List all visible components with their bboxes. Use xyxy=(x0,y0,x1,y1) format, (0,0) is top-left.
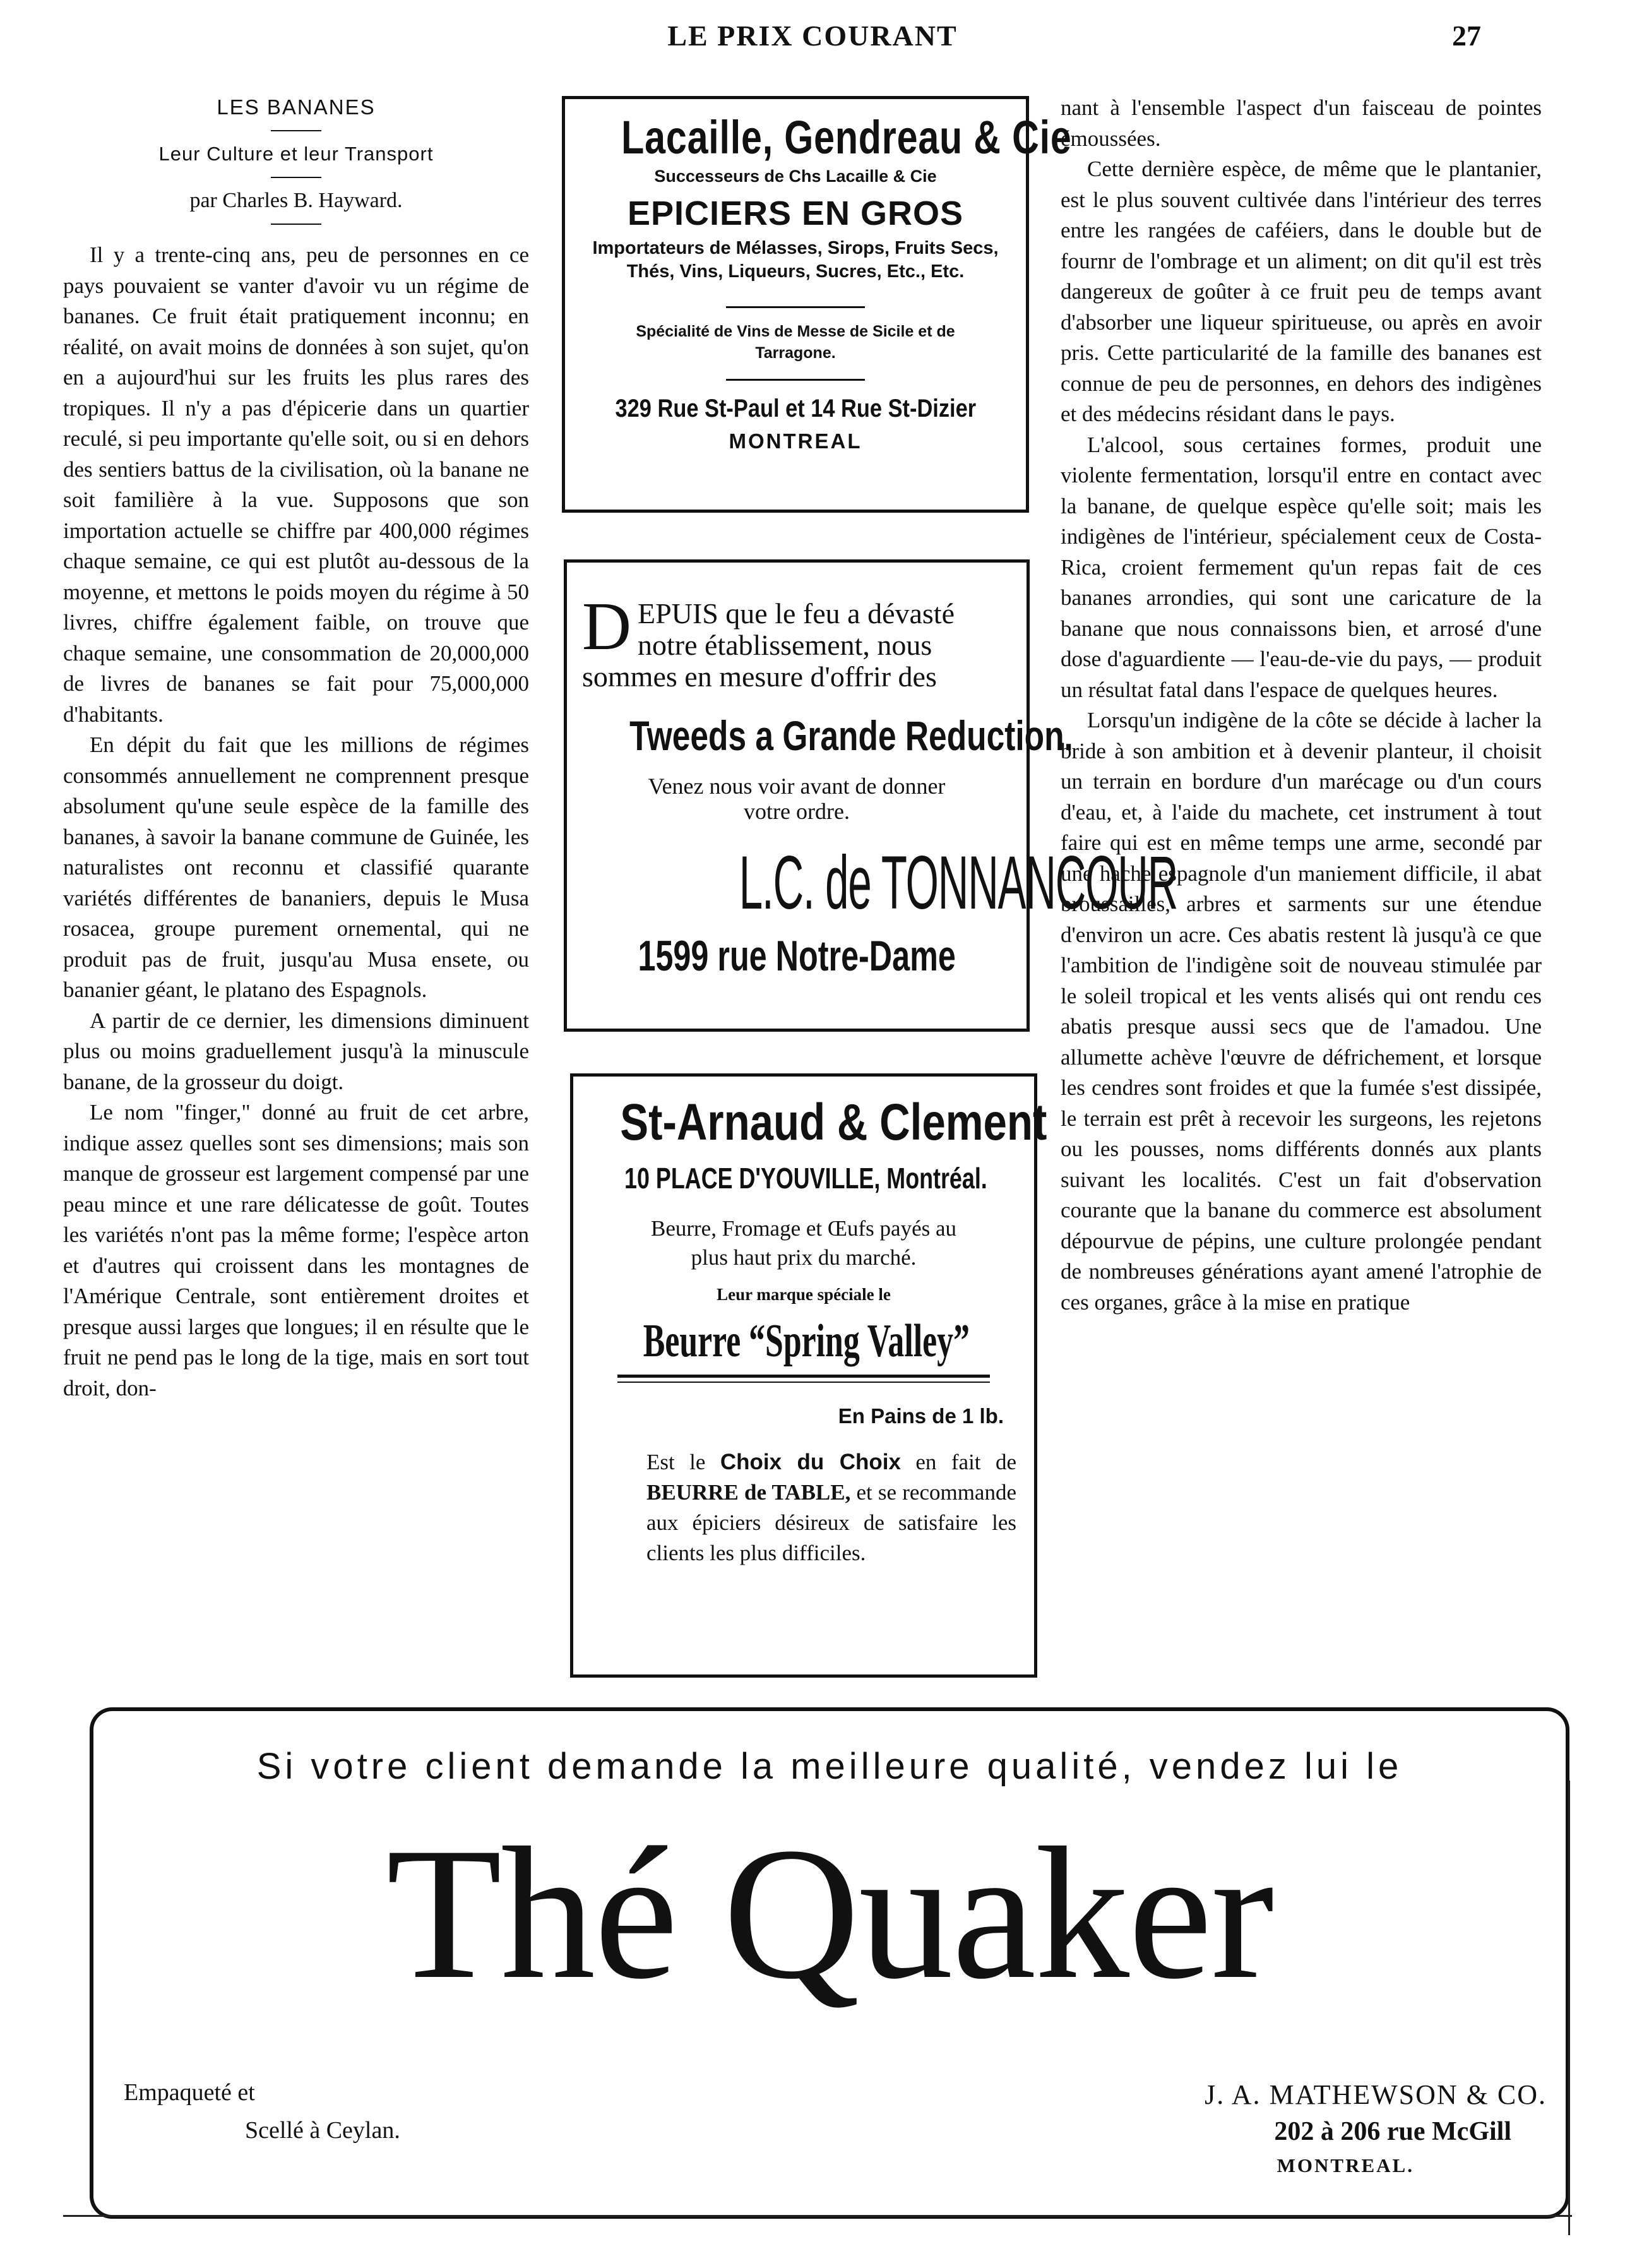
ad-starnaud-brand: Beurre “Spring Valley” xyxy=(643,1315,970,1367)
ad-tonnancour-invite: Venez nous voir avant de donner votre ordre. xyxy=(648,773,946,824)
ad-tonnancour xyxy=(564,559,1178,1032)
ad-tonnancour-intro-text: EPUIS que le feu a dévasté notre établissement, nous sommes en mesure d'offrir des xyxy=(582,597,955,693)
article-paragraph: L'alcool, sous certaines formes, produit une violente fermentation, lorsqu'il entre en contact avec la banane, de quelque espèce qu'elle soit; mais les indigènes de l'intérieur, spécialement ceux de Costa-Rica, croient fermement qu'un repas fait de ces bananes arrondies, qui sont une caricature de la banane que nous connaissons bien, et arrosé d'une dose d'aguardiente — l'eau-de-vie du pays, — produit un résultat fatal dans l'espace de quelques heures. xyxy=(1061,432,1542,702)
ad-starnaud-body-b: Choix du Choix xyxy=(720,1450,901,1474)
page-number: 27 xyxy=(1452,20,1481,52)
ad-lacaille-address: 329 Rue St-Paul et 14 Rue St-Dizier xyxy=(615,395,976,422)
article-title: LES BANANES xyxy=(217,95,376,119)
ad-lacaille-city: MONTREAL xyxy=(729,429,862,453)
ad-starnaud-body-e: et se recommande aux épiciers désireux de satisfaire les clients les plus difficiles. xyxy=(646,1480,1016,1565)
ad-starnaud-brand-intro: Leur marque spéciale le xyxy=(717,1285,891,1304)
ad-starnaud-body xyxy=(646,1447,1016,1568)
ad-tonnancour-headline: Tweeds a Grande Reduction. xyxy=(629,712,1073,759)
ad-lacaille-specialty: Spécialité de Vins de Messe de Sicile et de Tarragone. xyxy=(636,323,955,362)
article-paragraph: nant à l'ensemble l'aspect d'un faisceau de pointes émoussées. xyxy=(1061,95,1542,151)
article-paragraph: Il y a trente-cinq ans, peu de personnes en ce pays pouvaient se vanter d'avoir vu un régime de bananes. Ce fruit était pratiquement inconnu; en réalité, on avait moins de données à son sujet, qu'on en a aujourd'hui sur les fruits les plus rares des tropiques. Il n'y a pas d'épicerie dans un quartier reculé, si peu importante qu'elle soit, ou si en dehors des sentiers battus de la civilisation, où la banane ne soit familière à la vue. Supposons que son importation actuelle se chiffre par 400,000 régimes chaque semaine, ce qui est plutôt au-dessous de la moyenne, et mettons le poids moyen du régime à 50 livres, chiffre également faible, on trouve que chaque semaine, une consommation de 20,000,000 de livres de bananes se fait pour 75,000,000 d'habitants. xyxy=(63,242,529,727)
ad-lacaille-gendreau xyxy=(562,96,1072,513)
ad-starnaud-body-a: Est le xyxy=(646,1450,720,1474)
ad-quaker-tagline: Si votre client demande la meilleure qualité, vendez lui le xyxy=(256,1746,1403,1787)
title-rule xyxy=(271,130,321,131)
article-paragraph: Lorsqu'un indigène de la côte se décide à lacher la bride à son ambition et à devenir planteur, il choisit un terrain en bordure d'un marécage ou d'un cours d'eau, et, à l'aide du machete, cet instrument à tout faire qui est en même temps une arme, secondé par une hache espagnole d'un maniement difficile, il abat broussailles, arbres et sarments sur une étendue d'environ un acre. Ces abatis restent là jusqu'à ce que l'ambition de l'indigène soit de nouveau stimulée par le soleil tropical et les vents alisés qui ont rendu ces abatis presque aussi secs que de l'amadou. Une allumette achève l'œuvre de défrichement, et lorsque les cendres sont froides et que la fumée s'est dissipée, le terrain est prêt à recevoir les surgeons, les rejetons ou les pousses, noms différents donnés aux plants suivant les localités. C'est un fait d'observation courante que la banane du commerce est absolument dépourvue de pépins, une culture prolongée pendant de nombreuses générations ayant amené l'atrophie de ces organes, grâce à la mise en pratique xyxy=(1061,708,1542,1315)
running-title: LE PRIX COURANT xyxy=(667,20,958,52)
ad-starnaud-body-c: en fait de xyxy=(900,1450,1017,1474)
article-paragraph: Cette dernière espèce, de même que le plantanier, est le plus souvent cultivée dans l'intérieur des terres entre les rangées de caféiers, dans le double but de fournr de l'ombrage et un aliment; on dit qu'il est très dangereux de goûter à ce fruit peu de temps avant d'absorber une liqueur spiritueuse, ou après en avoir pris. Cette particularité de la famille des bananes est connue de peu de personnes, en dehors des indigènes et des médecins résidant dans le pays. xyxy=(1061,157,1542,426)
ad-starnaud-products: Beurre, Fromage et Œufs payés au plus haut prix du marché. xyxy=(650,1216,957,1270)
ad-lacaille-headline: EPICIERS EN GROS xyxy=(627,194,964,232)
ad-quaker-note-1: Empaqueté et xyxy=(124,2079,255,2106)
article-paragraph: En dépit du fait que les millions de régimes consommés annuellement ne comprennent presque absolument qu'une seule espèce de la famille des bananes, à savoir la banane commune de Guinée, les naturalistes ont reconnu et classifié quarante variétés différentes de bananiers, depuis le Musa rosacea, groupe purement ornemental, qui ne produit pas de fruit, jusqu'au Musa ensete, ou bananier géant, le platano des Espagnols. xyxy=(63,732,529,1002)
ad-quaker-company: J. A. MATHEWSON & CO. xyxy=(1205,2079,1547,2110)
article-paragraph: Le nom "finger," donné au fruit de cet arbre, indique assez quelles sont ses dimensions; mais son manque de grosseur est largement compensé par une peau mince et une rare délicatesse de goût. Toutes les variétés n'ont pas la même forme; l'espèce arton et d'autres qui croissent dans les montagnes de l'Amérique Centrale, sont entièrement droites et presque aussi larges que longues; il en résulte que le fruit ne pend pas le long de la tige, mais en sort tout droit, don- xyxy=(63,1100,529,1400)
subtitle-rule xyxy=(271,177,321,178)
ad-starnaud-brand-rule-2 xyxy=(617,1382,990,1383)
ad-starnaud-pack: En Pains de 1 lb. xyxy=(838,1404,1004,1428)
ad-lacaille-name: Lacaille, Gendreau & Cie xyxy=(621,111,1072,164)
ad-lacaille-successors: Successeurs de Chs Lacaille & Cie xyxy=(654,167,937,186)
ad-lacaille-rule-2 xyxy=(726,379,865,381)
ad-starnaud-brand-rule xyxy=(617,1375,990,1378)
ad-quaker-product: Thé Quaker xyxy=(386,1808,1273,2018)
article-paragraph: A partir de ce dernier, les dimensions diminuent plus ou moins graduellement jusqu'à la minuscule banane, de la grosseur du doigt. xyxy=(63,1008,529,1094)
ad-lacaille-importers: Importateurs de Mélasses, Sirops, Fruits Secs, Thés, Vins, Liqueurs, Sucres, Etc., Etc. xyxy=(592,238,999,282)
ad-starnaud-body-d: BEURRE de TABLE, xyxy=(646,1480,851,1505)
ad-quaker-address: 202 à 206 rue McGill xyxy=(1274,2117,1511,2146)
ad-quaker-note-2: Scellé à Ceylan. xyxy=(245,2117,400,2144)
ad-tonnancour-dropcap: D xyxy=(582,589,631,664)
ad-tonnancour-address: 1599 rue Notre-Dame xyxy=(638,932,956,980)
ad-tonnancour-intro xyxy=(582,589,1011,693)
ad-tonnancour-name: L.C. de TONNANCOUR xyxy=(739,840,1178,925)
page-edge-line xyxy=(1568,1781,1570,2235)
article-column-left xyxy=(63,82,529,1404)
page-bottom-rule xyxy=(63,2215,1572,2217)
ad-starnaud-clement xyxy=(570,1073,1047,1678)
article-subtitle: Leur Culture et leur Transport xyxy=(158,143,434,165)
ad-starnaud-name: St-Arnaud & Clement xyxy=(620,1094,1047,1151)
ad-quaker-city: MONTREAL. xyxy=(1277,2154,1414,2176)
ad-starnaud-address: 10 PLACE D'YOUVILLE, Montréal. xyxy=(624,1162,987,1195)
author-rule xyxy=(271,224,321,225)
article-column-right xyxy=(1061,93,1542,1318)
ad-quaker-tea xyxy=(90,1707,1569,2219)
ad-lacaille-rule xyxy=(726,306,865,308)
article-author: par Charles B. Hayward. xyxy=(189,189,403,212)
